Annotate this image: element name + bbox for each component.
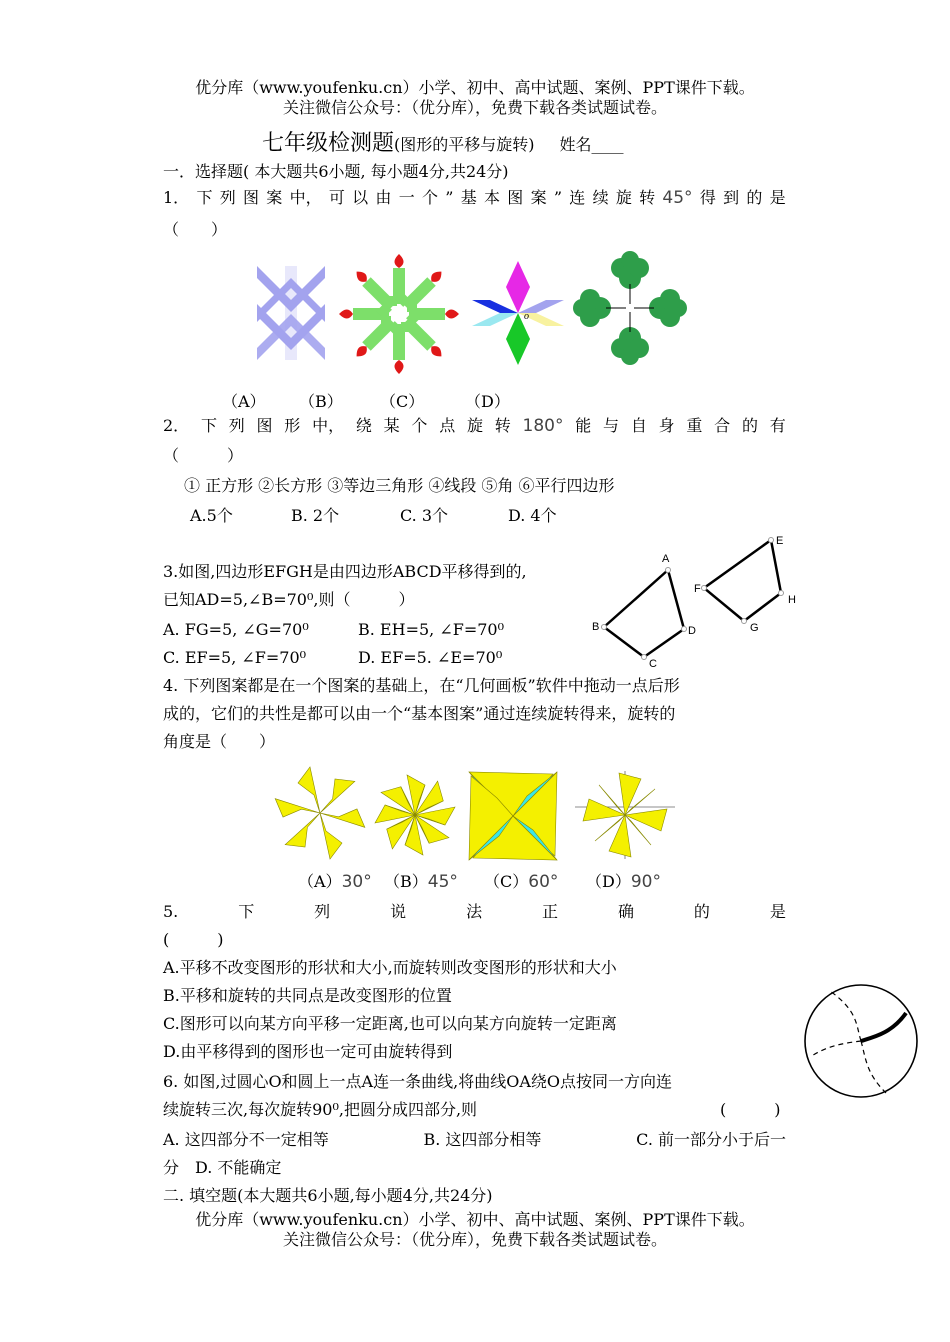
q6-option-c: C. 前一部分小于后一: [636, 1130, 786, 1149]
q1-label-c: （C）: [380, 392, 425, 411]
q2-option-b: B. 2个: [291, 506, 340, 525]
point-g-label: G: [750, 622, 759, 634]
q2-option-c: C. 3个: [400, 506, 449, 525]
q3-option-b: B. EH=5, ∠F=70⁰: [358, 620, 505, 639]
q6-option-b: B. 这四部分相等: [423, 1130, 542, 1149]
q3-option-c: C. EF=5, ∠F=70⁰: [163, 648, 307, 667]
q1-label-b: （B）: [299, 392, 343, 411]
footer-line-1: 优分库（www.youfenku.cn）小学、初中、高中试题、案例、PPT课件下载。: [195, 1210, 755, 1229]
q1-answer-paren: （ ）: [163, 220, 228, 239]
q4-line-3: 角度是（ ）: [163, 732, 276, 751]
q5-stem: 5. 下 列 说 法 正 确 的 是: [163, 902, 786, 921]
q3-line-2: 已知AD=5,∠B=70⁰,则（ ）: [163, 590, 415, 609]
page-title: [262, 131, 624, 156]
point-f-label: F: [694, 583, 701, 595]
q2-option-a: A.5个: [190, 506, 233, 525]
section-1-heading: 一．选择题( 本大题共6小题, 每小题4分,共24分): [163, 162, 509, 181]
q6-options-line: [163, 1130, 786, 1150]
point-d-label: D: [688, 625, 696, 637]
point-h-label: H: [788, 594, 796, 606]
q6-answer-paren: ( ): [720, 1100, 781, 1119]
q4-option-b: （B）45°: [384, 872, 458, 892]
q4-figure-b: [370, 772, 460, 858]
q4-option-d: （D）90°: [586, 872, 661, 892]
header-line-2: 关注微信公众号：（优分库），免费下载各类试题试卷。: [282, 98, 667, 117]
point-c-label: C: [649, 658, 657, 670]
title-main: 七年级检测题: [262, 131, 395, 156]
q4-figure-a: [275, 764, 365, 862]
q3-option-a: A. FG=5, ∠G=70⁰: [163, 620, 309, 639]
q4-line-1: 4. 下列图案都是在一个图案的基础上，在“几何画板”软件中拖动一点后形: [163, 676, 680, 695]
q4-figure-c: [463, 768, 563, 864]
q5-option-b: B.平移和旋转的共同点是改变图形的位置: [163, 986, 452, 1005]
point-e-label: E: [776, 535, 784, 547]
point-a-label: A: [662, 553, 670, 565]
q4-option-a: （A）30°: [298, 872, 372, 892]
q1-degree: 45°: [662, 188, 693, 208]
q1-label-a: （A）: [222, 392, 266, 411]
q5-option-d: D.由平移得到的图形也一定可由旋转得到: [163, 1042, 453, 1061]
q1-label-d: （D）: [465, 392, 510, 411]
q1-figure-d: [574, 252, 686, 364]
q1-figure-a: [255, 264, 327, 362]
q5-option-c: C.图形可以向某方向平移一定距离,也可以向某方向旋转一定距离: [163, 1014, 617, 1033]
q1-figure-b: [338, 262, 460, 366]
q3-option-d: D. EF=5. ∠E=70⁰: [358, 648, 503, 667]
q6-option-a: A. 这四部分不一定相等: [163, 1130, 329, 1149]
q2-answer-paren: （ ）: [163, 446, 244, 465]
q2-option-d: D. 4个: [508, 506, 557, 525]
footer-line-2: 关注微信公众号：（优分库），免费下载各类试题试卷。: [282, 1230, 667, 1249]
q6-line-2: 续旋转三次,每次旋转90⁰,把圆分成四部分,则: [163, 1100, 478, 1119]
q1-figure-c: [470, 260, 566, 366]
q6-line-1: 6. 如图,过圆心O和圆上一点A连一条曲线,将曲线OA绕O点按同一方向连: [163, 1072, 672, 1091]
name-field[interactable]: 姓名____: [559, 135, 624, 154]
q3-figure: [590, 530, 805, 670]
q3-line-1: 3.如图,四边形EFGH是由四边形ABCD平移得到的,: [163, 562, 527, 581]
q5-answer-paren: ( ): [163, 930, 224, 949]
q6-circle-figure: [800, 985, 925, 1100]
q4-figure-d: [570, 770, 680, 860]
q5-option-a: A.平移不改变图形的形状和大小,而旋转则改变图形的形状和大小: [163, 958, 617, 977]
q2-degree: 180°: [522, 416, 564, 436]
header-line-1: 优分库（www.youfenku.cn）小学、初中、高中试题、案例、PPT课件下载。: [195, 78, 755, 97]
q6-options-line-2: 分 D. 不能确定: [163, 1158, 282, 1177]
q2-stem: 2． 下 列 图 形 中， 绕 某 个 点 旋 转 180° 能 与 自 身 重 合 的 有: [163, 416, 786, 436]
title-sub: (图形的平移与旋转): [394, 135, 535, 154]
q2-items: ① 正方形 ②长方形 ③等边三角形 ④线段 ⑤角 ⑥平行四边形: [184, 476, 615, 495]
q4-line-2: 成的，它们的共性是都可以由一个“基本图案”通过连续旋转得来，旋转的: [163, 704, 676, 723]
q1-stem: 1． 下 列 图 案 中， 可 以 由 一 个 ” 基 本 图 案 ” 连 续 旋 转 45° 得 到 的 是: [163, 188, 786, 208]
point-b-label: B: [592, 621, 600, 633]
q4-option-c: （C）60°: [484, 872, 559, 892]
svg-text:o: o: [524, 311, 529, 322]
section-2-heading: 二. 填空题(本大题共6小题,每小题4分,共24分): [163, 1186, 493, 1205]
